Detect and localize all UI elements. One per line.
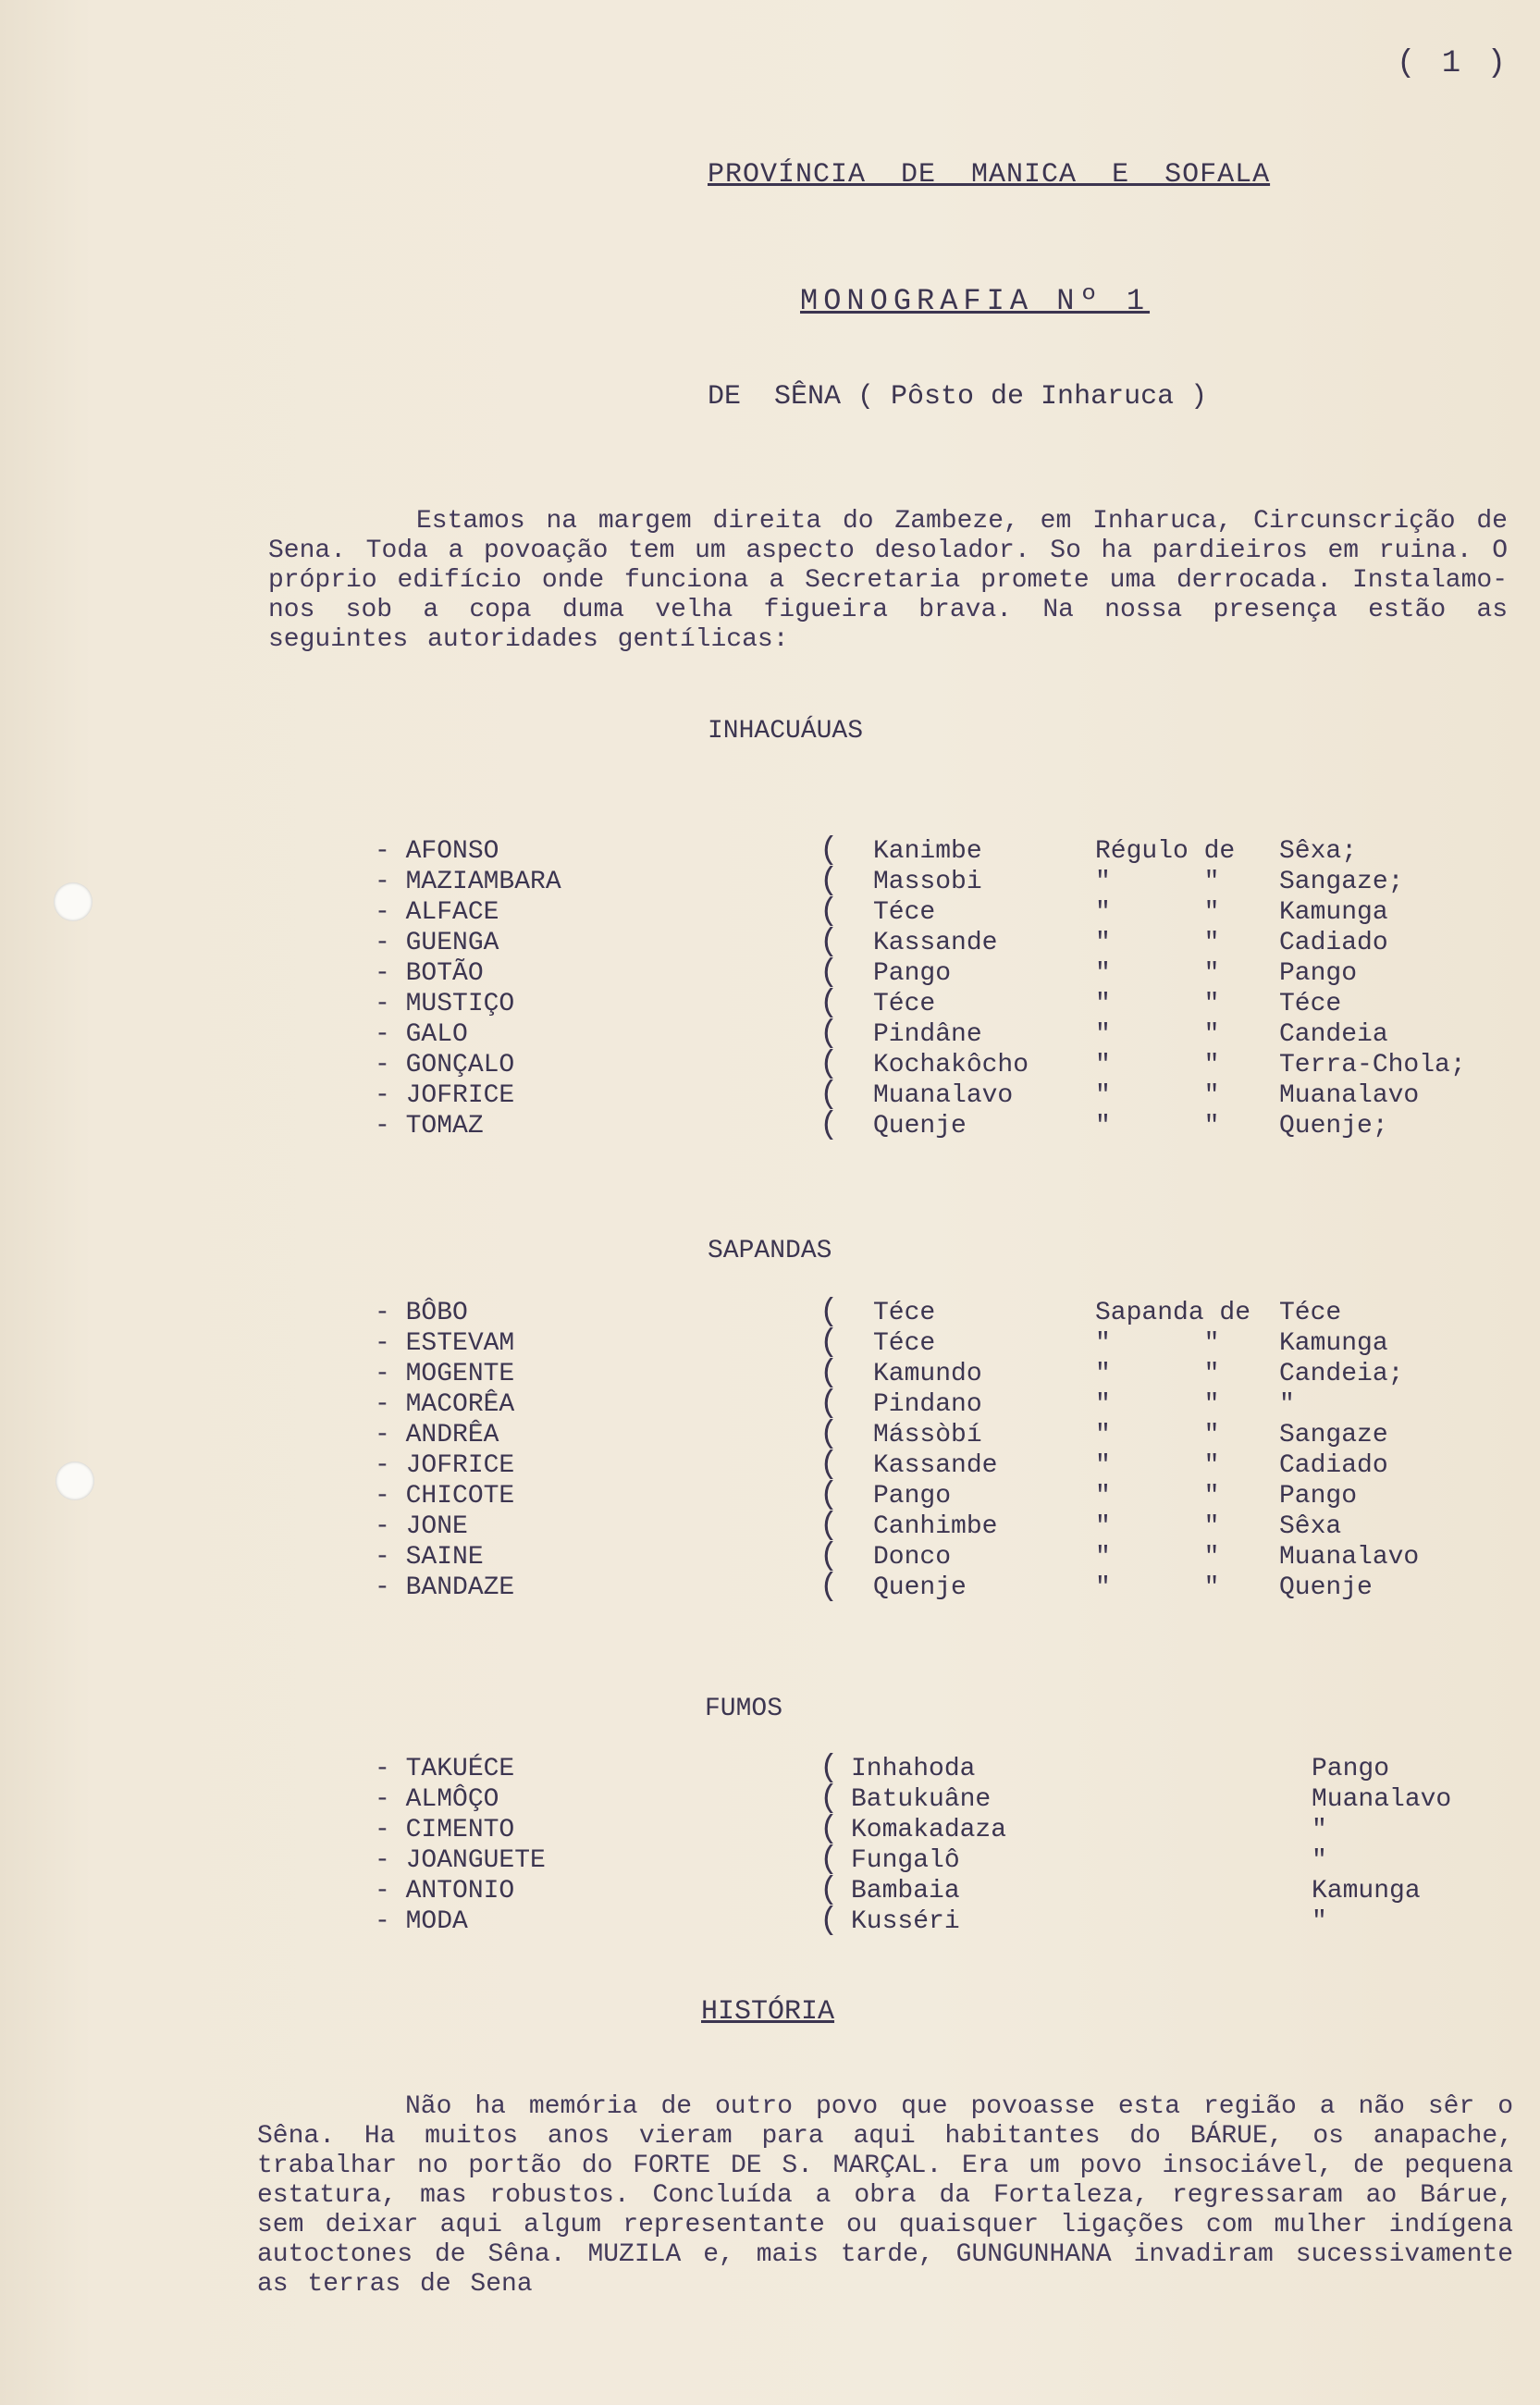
- fumos-row-place: Kusséri: [851, 1907, 960, 1936]
- fumos-row-place: Fungalô: [851, 1846, 960, 1875]
- province-heading: PROVÍNCIA DE MANICA E SOFALA: [708, 159, 1271, 191]
- sapandas-row-relation: " ": [1095, 1421, 1220, 1449]
- inhacuauas-row-place: Téce: [873, 990, 936, 1018]
- page-number: ( 1 ): [1397, 46, 1510, 81]
- sapandas-row-target: Kamunga: [1279, 1329, 1388, 1358]
- inhacuauas-row-place: Massobi: [873, 868, 982, 896]
- sapandas-row-bracket: (: [819, 1448, 839, 1483]
- inhacuauas-row-bracket: (: [819, 1078, 839, 1113]
- sapandas-row-target: Cadiado: [1279, 1451, 1388, 1480]
- inhacuauas-row-name: - JOFRICE: [375, 1081, 515, 1110]
- sapandas-row-place: Pango: [873, 1482, 952, 1511]
- inhacuauas-row-name: - MAZIAMBARA: [375, 868, 561, 896]
- inhacuauas-row-relation: " ": [1095, 990, 1220, 1018]
- inhacuauas-row-place: Kanimbe: [873, 837, 982, 866]
- inhacuauas-row-target: Quenje;: [1279, 1112, 1388, 1141]
- fumos-row-bracket: (: [819, 1873, 839, 1908]
- fumos-row-name: - CIMENTO: [375, 1816, 515, 1844]
- inhacuauas-row-target: Pango: [1279, 959, 1358, 988]
- sapandas-row-target: Téce: [1279, 1299, 1342, 1327]
- inhacuauas-row-bracket: (: [819, 894, 839, 930]
- sapandas-row-place: Téce: [873, 1299, 936, 1327]
- historia-paragraph: Não ha memória de outro povo que povoasse esta região a não sêr o Sêna. Ha muitos anos vieram para aqui habitantes do BÁRUE, os anapache, trabalhar no portão do FORTE DE S. MARÇAL. Era um povo insociável, de pequena estatura, mas robustos. Concluída a obra da Fortaleza, regressaram ao Bárue, sem deixar aqui algum representante ou quaisquer ligações com mulher indígena autoctones de Sêna. MUZILA e, mais tarde, GUNGUNHANA invadiram sucessivamente as terras de Sena: [257, 2092, 1513, 2299]
- inhacuauas-row-name: - GUENGA: [375, 929, 499, 957]
- inhacuauas-row-place: Téce: [873, 898, 936, 927]
- fumos-row-bracket: (: [819, 1782, 839, 1817]
- fumos-row-name: - JOANGUETE: [375, 1846, 546, 1875]
- sapandas-row-place: Canhimbe: [873, 1512, 998, 1541]
- section-title-historia: HISTÓRIA: [701, 1996, 835, 2028]
- inhacuauas-row-target: Cadiado: [1279, 929, 1388, 957]
- inhacuauas-row-name: - AFONSO: [375, 837, 499, 866]
- inhacuauas-row-target: Sangaze;: [1279, 868, 1404, 896]
- inhacuauas-row-relation: " ": [1095, 868, 1220, 896]
- section-title-fumos: FUMOS: [705, 1695, 783, 1723]
- inhacuauas-row-relation: Régulo de: [1095, 837, 1236, 866]
- sapandas-row-target: Sêxa: [1279, 1512, 1342, 1541]
- sapandas-row-place: Téce: [873, 1329, 936, 1358]
- section-title-inhacuauas: INHACUÁUAS: [708, 717, 864, 746]
- inhacuauas-row-target: Kamunga: [1279, 898, 1388, 927]
- fumos-row-name: - ALMÔÇO: [375, 1785, 499, 1814]
- sapandas-row-name: - JONE: [375, 1512, 468, 1541]
- inhacuauas-row-bracket: (: [819, 986, 839, 1021]
- inhacuauas-row-relation: " ": [1095, 1081, 1220, 1110]
- inhacuauas-row-bracket: (: [819, 925, 839, 960]
- sapandas-row-name: - MOGENTE: [375, 1360, 515, 1388]
- sapandas-row-name: - SAINE: [375, 1543, 484, 1572]
- sapandas-row-name: - MACORÊA: [375, 1390, 515, 1419]
- monograph-title: MONOGRAFIA Nº 1: [800, 284, 1151, 318]
- sapandas-row-target: Quenje: [1279, 1573, 1373, 1602]
- sapandas-row-bracket: (: [819, 1478, 839, 1513]
- fumos-row-name: - TAKUÉCE: [375, 1755, 515, 1783]
- inhacuauas-row-name: - ALFACE: [375, 898, 499, 927]
- sapandas-row-target: Muanalavo: [1279, 1543, 1420, 1572]
- fumos-row-target: ": [1312, 1907, 1327, 1936]
- sapandas-row-place: Donco: [873, 1543, 952, 1572]
- sapandas-row-place: Kamundo: [873, 1360, 982, 1388]
- inhacuauas-row-relation: " ": [1095, 898, 1220, 927]
- inhacuauas-row-name: - TOMAZ: [375, 1112, 484, 1141]
- sapandas-row-target: Candeia;: [1279, 1360, 1404, 1388]
- inhacuauas-row-name: - GALO: [375, 1020, 468, 1049]
- fumos-row-bracket: (: [819, 1843, 839, 1878]
- inhacuauas-row-target: Muanalavo: [1279, 1081, 1420, 1110]
- inhacuauas-row-target: Téce: [1279, 990, 1342, 1018]
- place-subtitle: DE SÊNA ( Pôsto de Inharuca ): [708, 381, 1208, 413]
- section-title-sapandas: SAPANDAS: [708, 1237, 832, 1265]
- inhacuauas-row-name: - BOTÃO: [375, 959, 484, 988]
- inhacuauas-row-place: Pindâne: [873, 1020, 982, 1049]
- sapandas-row-relation: " ": [1095, 1329, 1220, 1358]
- sapandas-row-relation: " ": [1095, 1512, 1220, 1541]
- punch-hole-bottom: [55, 1462, 94, 1500]
- sapandas-row-bracket: (: [819, 1387, 839, 1422]
- inhacuauas-row-place: Pango: [873, 959, 952, 988]
- sapandas-row-relation: " ": [1095, 1390, 1220, 1419]
- inhacuauas-row-name: - MUSTIÇO: [375, 990, 515, 1018]
- sapandas-row-relation: " ": [1095, 1573, 1220, 1602]
- sapandas-row-relation: " ": [1095, 1482, 1220, 1511]
- sapandas-row-place: Mássòbí: [873, 1421, 982, 1449]
- fumos-row-target: Kamunga: [1312, 1877, 1421, 1906]
- inhacuauas-row-bracket: (: [819, 956, 839, 991]
- fumos-row-target: ": [1312, 1846, 1327, 1875]
- inhacuauas-row-place: Quenje: [873, 1112, 967, 1141]
- sapandas-row-relation: " ": [1095, 1543, 1220, 1572]
- inhacuauas-row-target: Terra-Chola;: [1279, 1051, 1466, 1079]
- inhacuauas-row-bracket: (: [819, 864, 839, 899]
- sapandas-row-bracket: (: [819, 1570, 839, 1605]
- sapandas-row-relation: Sapanda de: [1095, 1299, 1251, 1327]
- sapandas-row-name: - JOFRICE: [375, 1451, 515, 1480]
- sapandas-row-name: - ANDRÊA: [375, 1421, 499, 1449]
- inhacuauas-row-bracket: (: [819, 1047, 839, 1082]
- sapandas-row-name: - CHICOTE: [375, 1482, 515, 1511]
- inhacuauas-row-target: Candeia: [1279, 1020, 1388, 1049]
- inhacuauas-row-relation: " ": [1095, 959, 1220, 988]
- sapandas-row-target: ": [1279, 1390, 1295, 1419]
- fumos-row-target: Muanalavo: [1312, 1785, 1452, 1814]
- fumos-row-bracket: (: [819, 1812, 839, 1847]
- fumos-row-place: Inhahoda: [851, 1755, 976, 1783]
- intro-paragraph: Estamos na margem direita do Zambeze, em Inharuca, Circunscrição de Sena. Toda a povoação tem um aspecto desolador. So ha pardieiros em ruina. O próprio edifício onde funciona a Secretaria promete uma derrocada. Instalamo-nos sob a copa duma velha figueira brava. Na nossa presença estão as seguintes autoridades gentílicas:: [268, 507, 1508, 654]
- fumos-row-place: Batukuâne: [851, 1785, 992, 1814]
- sapandas-row-bracket: (: [819, 1417, 839, 1452]
- sapandas-row-bracket: (: [819, 1356, 839, 1391]
- fumos-row-place: Bambaia: [851, 1877, 960, 1906]
- sapandas-row-relation: " ": [1095, 1451, 1220, 1480]
- inhacuauas-row-relation: " ": [1095, 1051, 1220, 1079]
- inhacuauas-row-name: - GONÇALO: [375, 1051, 515, 1079]
- inhacuauas-row-bracket: (: [819, 1017, 839, 1052]
- sapandas-row-place: Quenje: [873, 1573, 967, 1602]
- inhacuauas-row-bracket: (: [819, 1108, 839, 1143]
- fumos-row-place: Komakadaza: [851, 1816, 1007, 1844]
- sapandas-row-name: - BÔBO: [375, 1299, 468, 1327]
- sapandas-row-bracket: (: [819, 1295, 839, 1330]
- inhacuauas-row-place: Kassande: [873, 929, 998, 957]
- inhacuauas-row-place: Kochakôcho: [873, 1051, 1029, 1079]
- fumos-row-name: - ANTONIO: [375, 1877, 515, 1906]
- inhacuauas-row-relation: " ": [1095, 929, 1220, 957]
- sapandas-row-place: Kassande: [873, 1451, 998, 1480]
- inhacuauas-row-target: Sêxa;: [1279, 837, 1358, 866]
- sapandas-row-target: Pango: [1279, 1482, 1358, 1511]
- inhacuauas-row-relation: " ": [1095, 1112, 1220, 1141]
- sapandas-row-place: Pindano: [873, 1390, 982, 1419]
- sapandas-row-name: - BANDAZE: [375, 1573, 515, 1602]
- sapandas-row-bracket: (: [819, 1539, 839, 1574]
- inhacuauas-row-bracket: (: [819, 833, 839, 869]
- inhacuauas-row-place: Muanalavo: [873, 1081, 1014, 1110]
- inhacuauas-row-relation: " ": [1095, 1020, 1220, 1049]
- punch-hole-top: [54, 882, 92, 921]
- sapandas-row-relation: " ": [1095, 1360, 1220, 1388]
- fumos-row-target: Pango: [1312, 1755, 1390, 1783]
- sapandas-row-target: Sangaze: [1279, 1421, 1388, 1449]
- sapandas-row-bracket: (: [819, 1326, 839, 1361]
- sapandas-row-bracket: (: [819, 1509, 839, 1544]
- fumos-row-bracket: (: [819, 1751, 839, 1786]
- fumos-row-name: - MODA: [375, 1907, 468, 1936]
- fumos-row-bracket: (: [819, 1904, 839, 1939]
- fumos-row-target: ": [1312, 1816, 1327, 1844]
- sapandas-row-name: - ESTEVAM: [375, 1329, 515, 1358]
